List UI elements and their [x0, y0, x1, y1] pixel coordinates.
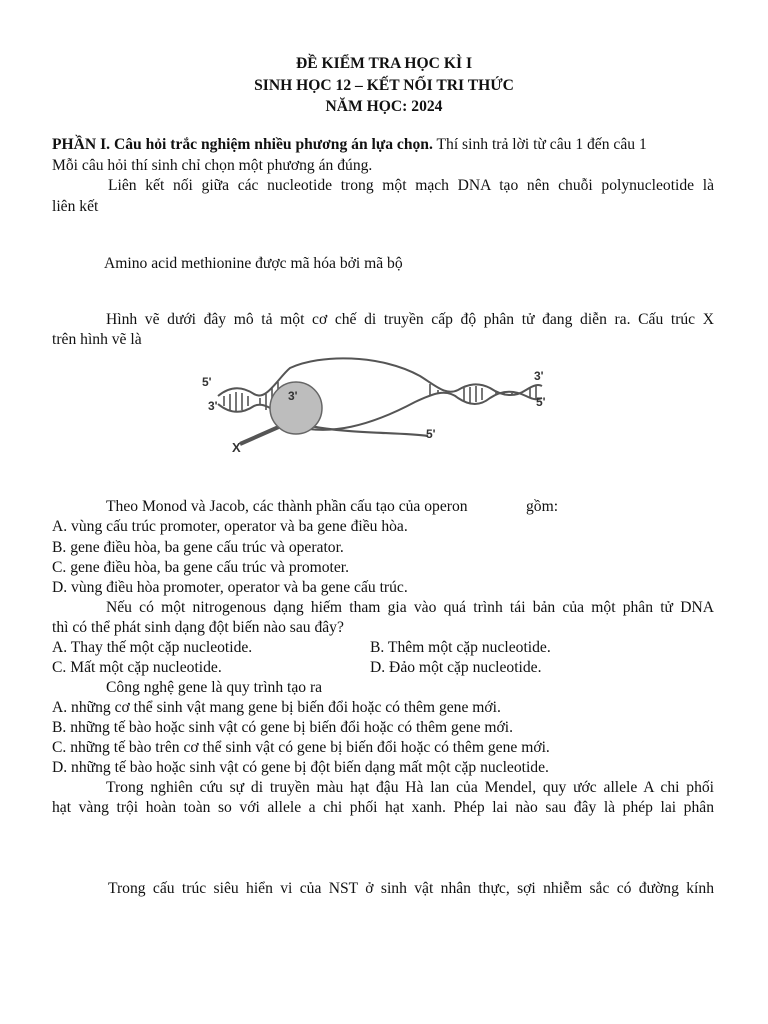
q5-option-b: B. Thêm một cặp nucleotide.	[370, 639, 551, 656]
q5-line1: Nếu có một nitrogenous dạng hiếm tham gia vào quá trình tái bản của một phân tử DNA	[106, 599, 714, 616]
q5-option-c: C. Mất một cặp nucleotide.	[52, 659, 222, 676]
q1-line2: liên kết	[52, 198, 99, 215]
transcription-diagram	[200, 356, 560, 460]
exam-year: NĂM HỌC: 2024	[325, 98, 443, 115]
part1-intro: Thí sinh trả lời từ câu 1 đến câu 1	[432, 136, 647, 153]
q6-option-a: A. những cơ thể sinh vật mang gene bị biến đổi hoặc có thêm gene mới.	[52, 699, 501, 716]
q7-line1: Trong nghiên cứu sự di truyền màu hạt đậu Hà lan của Mendel, quy ước allele A chi phối	[106, 779, 714, 796]
q4-stem-end: gồm:	[526, 498, 559, 515]
part1-heading	[52, 135, 647, 155]
label-3-left: 3'	[208, 399, 218, 413]
q7-line2: hạt vàng trội hoàn toàn so với allele a chi phối hạt xanh. Phép lai nào sau đây là phép lai phân	[52, 799, 714, 816]
part1-intro2: Mỗi câu hỏi thí sinh chỉ chọn một phương án đúng.	[52, 157, 373, 174]
q4-option-d: D. vùng điều hòa promoter, operator và ba gene cấu trúc.	[52, 579, 408, 596]
label-3-center: 3'	[288, 389, 298, 403]
q5-option-a: A. Thay thế một cặp nucleotide.	[52, 639, 253, 656]
label-3-right: 3'	[534, 369, 544, 383]
exam-title: ĐỀ KIỂM TRA HỌC KÌ I	[295, 55, 473, 72]
q4-option-b: B. gene điều hòa, ba gene cấu trúc và operator.	[52, 539, 344, 556]
q6-option-b: B. những tế bào hoặc sinh vật có gene bị biến đổi hoặc có thêm gene mới.	[52, 719, 513, 736]
q4-option-a: A. vùng cấu trúc promoter, operator và ba gene điều hòa.	[52, 518, 408, 535]
q1-line1: Liên kết nối giữa các nucleotide trong một mạch DNA tạo nên chuỗi polynucleotide là	[108, 177, 714, 194]
q6-option-c: C. những tế bào trên cơ thể sinh vật có gene bị biến đổi hoặc có thêm gene mới.	[52, 739, 550, 756]
q3-line2: trên hình vẽ là	[52, 331, 142, 348]
q3-line1: Hình vẽ dưới đây mô tả một cơ chế di truyền cấp độ phân tử đang diễn ra. Cấu trúc X	[106, 311, 714, 328]
part1-title: PHẦN I. Câu hỏi trắc nghiệm nhiều phương án lựa chọn.	[52, 136, 433, 153]
q5-line2: thì có thể phát sinh dạng đột biến nào sau đây?	[52, 619, 344, 636]
dna-strand-top	[218, 358, 542, 396]
q6-stem: Công nghệ gene là quy trình tạo ra	[106, 679, 323, 696]
q4-stem: Theo Monod và Jacob, các thành phần cấu tạo của operon	[106, 498, 468, 515]
q5-option-d: D. Đảo một cặp nucleotide.	[370, 659, 542, 676]
label-5-right: 5'	[536, 395, 546, 409]
q4-option-c: C. gene điều hòa, ba gene cấu trúc và promoter.	[52, 559, 350, 576]
label-5-strand: 5'	[426, 427, 436, 441]
dna-strands	[218, 358, 542, 436]
label-x: X	[232, 440, 241, 455]
q8-line1: Trong cấu trúc siêu hiển vi của NST ở sinh vật nhân thực, sợi nhiễm sắc có đường kính	[108, 880, 714, 897]
rna-strand	[310, 426, 428, 436]
exam-subject: SINH HỌC 12 – KẾT NỐI TRI THỨC	[254, 77, 514, 94]
label-5-left: 5'	[202, 375, 212, 389]
q2-text: Amino acid methionine được mã hóa bởi mã bộ	[104, 255, 403, 272]
q6-option-d: D. những tế bào hoặc sinh vật có gene bị đột biến dạng mất một cặp nucleotide.	[52, 759, 549, 776]
